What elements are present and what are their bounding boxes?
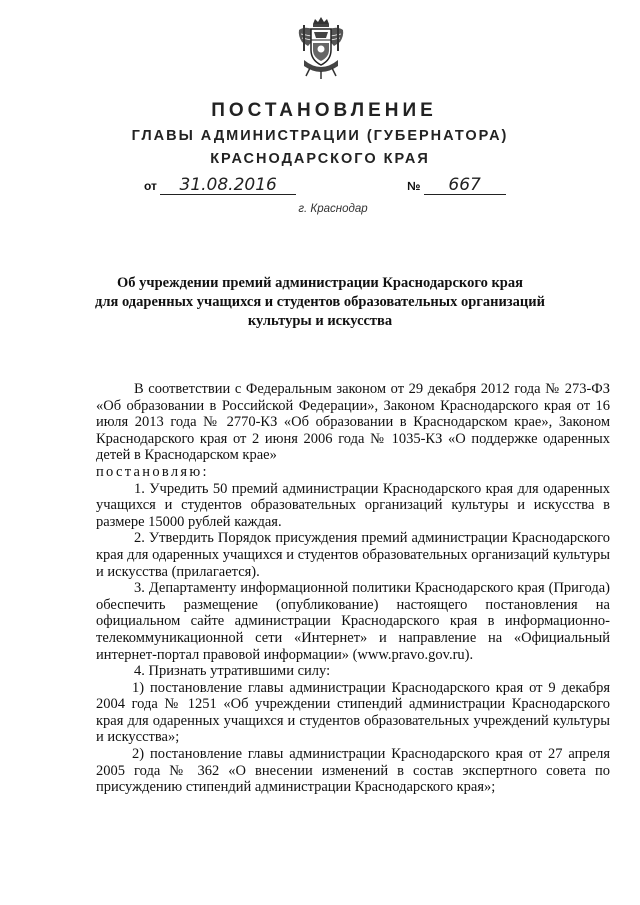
item-3: 3. Департаменту информационной политики Краснодарского края (Пригода) обеспечить размещение (опубликование) настоящего постановления на официальном сайте администрации Краснодарского края в информационно-телекоммуникационной сети «Интернет» и направление на «Официальный интернет-портал правовой информации» (www.pravo.gov.ru). (96, 580, 610, 663)
region-heading: КРАСНОДАРСКОГО КРАЯ (210, 151, 430, 167)
document-date (144, 176, 296, 195)
coat-of-arms-icon (296, 16, 346, 80)
item-4: 4. Признать утратившими силу: (134, 663, 331, 680)
item-2: 2. Утвердить Порядок присуждения премий администрации Краснодарского края для одаренных учащихся и студентов образовательных организаций культуры и искусства (прилагается). (96, 530, 610, 580)
decree-word: постановляю: (96, 463, 209, 480)
number-value: 667 (424, 176, 506, 195)
city-label: г. Краснодар (298, 203, 368, 215)
document-title (0, 274, 640, 331)
issuer-heading: ГЛАВЫ АДМИНИСТРАЦИИ (ГУБЕРНАТОРА) (131, 128, 509, 144)
title-line: для одаренных учащихся и студентов образовательных организаций (95, 294, 545, 310)
preamble-paragraph: В соответствии с Федеральным законом от 29 декабря 2012 года № 273-ФЗ «Об образовании в Российской Федерации», Законом Краснодарского края от 16 июля 2013 года № 2770-КЗ «Об образовании в Краснодарском крае», Законом Краснодарского края от 2 июня 2006 года № 1035-КЗ «О поддержке одаренных детей в Краснодарском крае» (96, 381, 610, 464)
date-value: 31.08.2016 (160, 176, 296, 195)
document-body (96, 381, 610, 796)
number-label: № (407, 179, 421, 193)
date-label: от (144, 179, 157, 193)
title-line: Об учреждении премий администрации Краснодарского края (117, 275, 523, 291)
title-line: культуры и искусства (247, 313, 393, 329)
document-type-heading: ПОСТАНОВЛЕНИЕ (211, 100, 437, 121)
subitem-2: 2) постановление главы администрации Краснодарского края от 27 апреля 2005 года № 362 «О внесении изменений в состав экспертного совета по присуждению стипендий администрации Краснодарского края»; (96, 746, 610, 796)
subitem-1: 1) постановление главы администрации Краснодарского края от 9 декабря 2004 года № 1251 «Об учреждении стипендий администрации Краснодарского края для одаренных учащихся и студентов образовательных учреждений культуры и искусства»; (96, 679, 610, 746)
item-1: 1. Учредить 50 премий администрации Краснодарского края для одаренных учащихся и студентов образовательных организаций культуры и искусства в размере 15000 рублей каждая. (96, 480, 610, 530)
document-number (407, 176, 506, 195)
